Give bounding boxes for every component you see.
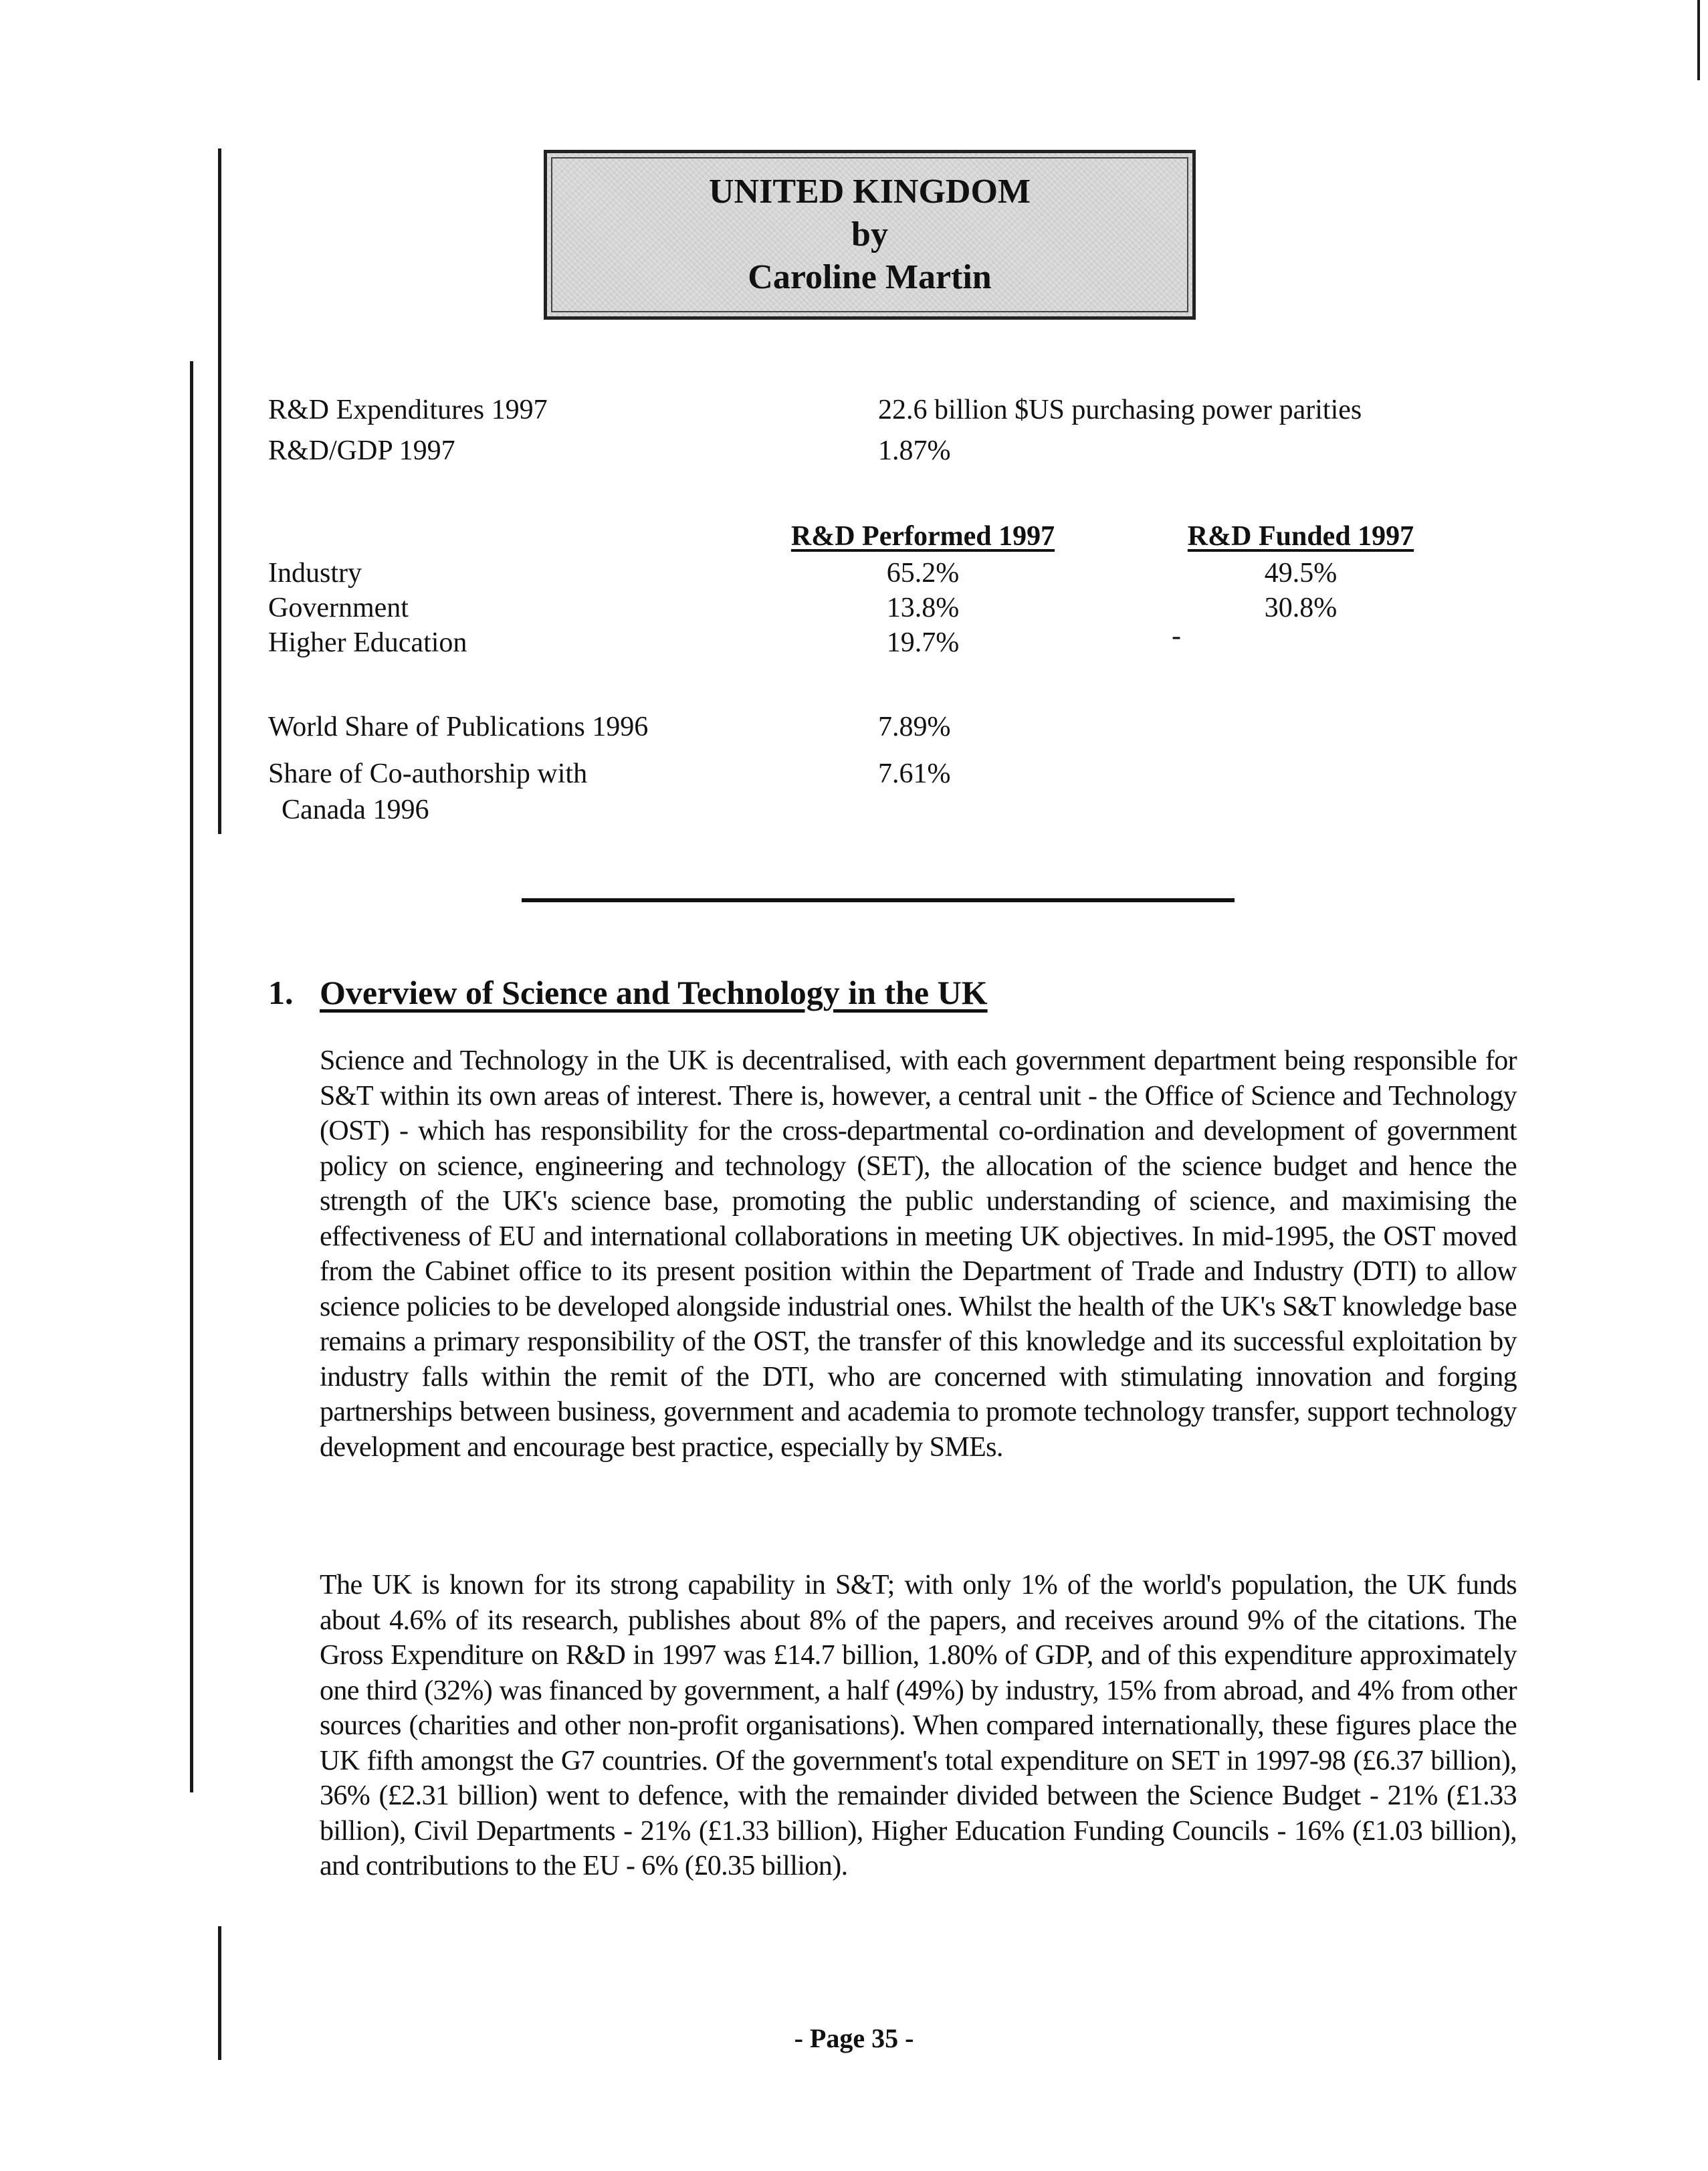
rd-gdp-value: 1.87% (878, 435, 951, 466)
right-edge-bar (1697, 0, 1700, 80)
title-by: by (851, 215, 888, 253)
world-share-value: 7.89% (878, 712, 951, 742)
section-title: Overview of Science and Technology in the UK (320, 974, 988, 1011)
performed-government: 13.8% (886, 593, 960, 623)
world-share-label: World Share of Publications 1996 (268, 712, 649, 742)
funded-higher-education: - (1172, 621, 1181, 651)
paragraph-2: The UK is known for its strong capability in S&T; with only 1% of the world's population, the UK funds about 4.6% of its research, publishes about 8% of the papers, and receives around 9% of the citations. The Gross Expenditure on R&D in 1997 was £14.7 billion, 1.80% of GDP, and of this expenditure approximately one third (32%) was financed by government, a half (49%) by industry, 15% from abroad, and 4% from other sources (charities and other non-profit organisations). When compared internationally, these figures place the UK fifth amongst the G7 countries. Of the government's total expenditure on SET in 1997-98 (£6.37 billion), 36% (£2.31 billion) went to defence, with the remainder divided between the Science Budget - 21% (£1.33 billion), Civil Departments - 21% (£1.33 billion), Higher Education Funding Councils - 16% (£1.03 billion), and contributions to the EU - 6% (£0.35 billion). (320, 1570, 1517, 1881)
rd-gdp-label: R&D/GDP 1997 (268, 435, 455, 466)
row-label-industry: Industry (268, 558, 362, 589)
rd-expenditures-value: 22.6 billion $US purchasing power parities (878, 395, 1362, 425)
funded-government: 30.8% (1264, 593, 1338, 623)
margin-bar-upper (218, 148, 221, 834)
coauthorship-label-line1: Share of Co-authorship with (268, 758, 588, 789)
coauthorship-label-line2: Canada 1996 (282, 795, 429, 825)
margin-bar-bottom (218, 1926, 221, 2060)
coauthorship-value: 7.61% (878, 758, 951, 789)
section-number: 1. (268, 974, 294, 1011)
margin-bar-lower (190, 361, 193, 1792)
performed-column-header: R&D Performed 1997 (790, 521, 1055, 552)
row-label-higher-education: Higher Education (268, 627, 467, 658)
section-divider (522, 898, 1235, 902)
funded-industry: 49.5% (1264, 558, 1338, 589)
row-label-government: Government (268, 593, 409, 623)
page-number: - Page 35 - (794, 2023, 914, 2053)
performed-industry: 65.2% (886, 558, 960, 589)
funded-column-header: R&D Funded 1997 (1187, 521, 1414, 552)
paragraph-1: Science and Technology in the UK is decentralised, with each government department being responsible for S&T within its own areas of interest. There is, however, a central unit - the Office of Science and Technology (OST) - which has responsibility for the cross-departmental co-ordination and development of government policy on science, engineering and technology (SET), the allocation of the science budget and hence the strength of the UK's science base, promoting the public understanding of science, and maximising the effectiveness of EU and international collaborations in meeting UK objectives. In mid-1995, the OST moved from the Cabinet office to its present position within the Department of Trade and Industry (DTI) to allow science policies to be developed alongside industrial ones. Whilst the health of the UK's S&T knowledge base remains a primary responsibility of the OST, the transfer of this knowledge and its successful exploitation by industry falls within the remit of the DTI, who are concerned with stimulating innovation and forging partnerships between business, government and academia to promote technology transfer, support technology development and encourage best practice, especially by SMEs. (320, 1045, 1517, 1463)
title-box (544, 150, 1196, 320)
title-country: UNITED KINGDOM (708, 173, 1031, 211)
title-author: Caroline Martin (748, 258, 992, 296)
performed-higher-education: 19.7% (886, 627, 960, 658)
rd-expenditures-label: R&D Expenditures 1997 (268, 395, 548, 425)
